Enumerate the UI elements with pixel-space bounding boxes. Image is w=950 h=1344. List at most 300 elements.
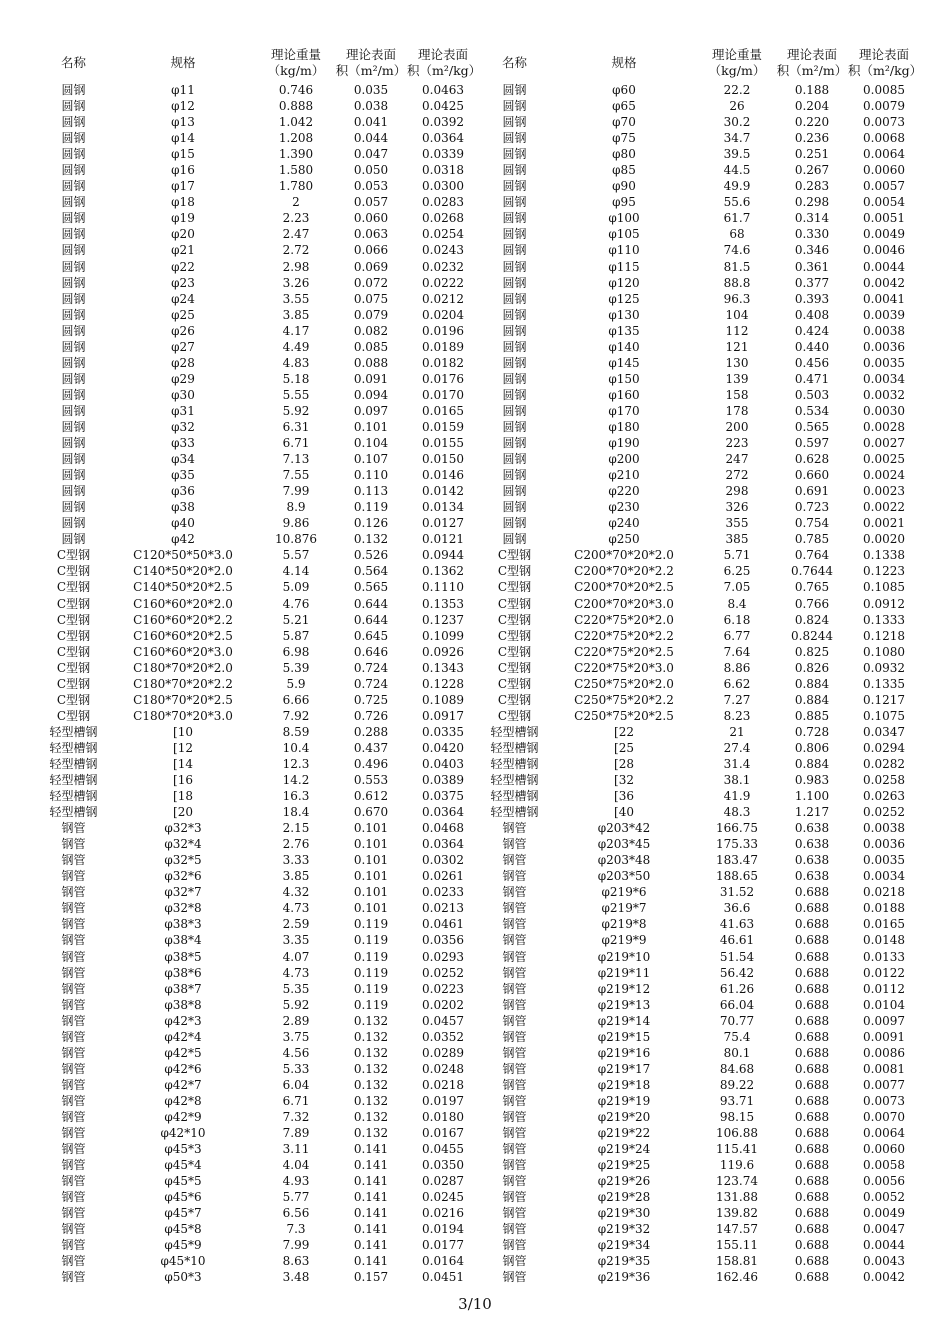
cell-area-per-kg-right: 0.0060 <box>863 163 905 178</box>
cell-name-right: 钢管 <box>502 1013 527 1028</box>
cell-weight-left: 4.17 <box>282 323 310 338</box>
cell-area-per-m-left: 0.288 <box>353 724 389 739</box>
cell-area-per-kg-right: 0.0034 <box>863 869 905 884</box>
table-row <box>38 403 920 419</box>
cell-name-right: 钢管 <box>502 1045 527 1060</box>
cell-name-right: 钢管 <box>502 965 527 980</box>
cell-weight-right: 49.9 <box>723 179 751 194</box>
cell-spec-left: φ42*8 <box>164 1093 202 1108</box>
cell-area-per-kg-right: 0.0047 <box>863 1222 905 1237</box>
cell-weight-right: 6.77 <box>723 628 751 643</box>
cell-weight-right: 6.18 <box>723 612 751 627</box>
cell-area-per-kg-left: 0.0461 <box>422 917 464 932</box>
cell-area-per-m-left: 0.644 <box>353 596 389 611</box>
cell-spec-right: φ219*12 <box>597 981 651 996</box>
cell-name-left: 钢管 <box>61 1093 86 1108</box>
cell-area-per-kg-left: 0.0127 <box>422 516 464 531</box>
table-row <box>38 820 920 836</box>
cell-spec-right: φ219*25 <box>597 1158 651 1173</box>
cell-area-per-m-left: 0.088 <box>353 355 389 370</box>
cell-name-right: 钢管 <box>502 1174 527 1189</box>
cell-area-per-kg-left: 0.0403 <box>422 756 464 771</box>
cell-name-right: C型钢 <box>497 596 532 611</box>
cell-weight-left: 10.4 <box>282 740 310 755</box>
cell-name-left: 钢管 <box>61 1174 86 1189</box>
table-row <box>38 355 920 371</box>
cell-spec-left: [12 <box>173 740 193 755</box>
cell-name-left: 圆钢 <box>61 259 86 274</box>
cell-area-per-kg-left: 0.0425 <box>422 99 464 114</box>
cell-spec-right: φ150 <box>608 371 640 386</box>
cell-area-per-kg-left: 0.0302 <box>422 853 464 868</box>
cell-spec-left: φ17 <box>171 179 195 194</box>
cell-spec-right: [22 <box>614 724 634 739</box>
cell-area-per-m-right: 0.688 <box>794 1126 830 1141</box>
cell-area-per-kg-right: 0.0056 <box>863 1174 905 1189</box>
cell-area-per-m-right: 0.688 <box>794 997 830 1012</box>
cell-area-per-kg-left: 0.0248 <box>422 1061 464 1076</box>
cell-area-per-m-right: 0.806 <box>794 740 830 755</box>
cell-weight-right: 75.4 <box>723 1029 751 1044</box>
cell-name-right: 圆钢 <box>502 147 527 162</box>
cell-weight-left: 1.390 <box>278 147 314 162</box>
cell-area-per-kg-left: 0.0213 <box>422 901 464 916</box>
cell-area-per-m-right: 0.298 <box>794 195 830 210</box>
cell-area-per-kg-left: 0.0463 <box>422 83 464 97</box>
cell-name-right: C型钢 <box>497 708 532 723</box>
cell-name-left: 钢管 <box>61 933 86 948</box>
cell-spec-left: [10 <box>173 724 193 739</box>
cell-area-per-m-right: 1.100 <box>794 789 830 804</box>
cell-area-per-m-left: 0.119 <box>353 917 389 932</box>
cell-area-per-kg-right: 0.0042 <box>863 1270 905 1285</box>
table-row <box>38 387 920 403</box>
cell-spec-right: [32 <box>614 773 634 788</box>
cell-area-per-kg-right: 0.0070 <box>863 1110 905 1124</box>
cell-weight-left: 7.55 <box>282 468 310 483</box>
cell-name-right: 圆钢 <box>502 291 527 306</box>
cell-spec-right: φ60 <box>612 83 636 97</box>
cell-weight-right: 106.88 <box>716 1126 758 1141</box>
cell-area-per-m-right: 0.8244 <box>791 628 833 643</box>
cell-spec-right: φ219*6 <box>601 885 647 900</box>
cell-area-per-kg-right: 0.0058 <box>863 1158 905 1173</box>
table-row <box>38 1269 920 1285</box>
cell-weight-right: 26 <box>729 99 745 114</box>
cell-name-left: C型钢 <box>56 644 91 659</box>
cell-spec-right: C220*75*20*2.0 <box>574 612 674 627</box>
table-row <box>38 259 920 275</box>
cell-area-per-m-left: 0.072 <box>353 275 389 290</box>
cell-weight-left: 7.99 <box>282 484 310 499</box>
cell-area-per-m-left: 0.113 <box>353 484 389 499</box>
cell-area-per-m-right: 0.688 <box>794 1190 830 1205</box>
cell-spec-left: φ40 <box>171 516 195 531</box>
cell-weight-left: 1.780 <box>278 179 314 194</box>
cell-area-per-m-left: 0.644 <box>353 612 389 627</box>
cell-spec-right: C220*75*20*2.2 <box>574 628 674 643</box>
cell-name-left: 圆钢 <box>61 468 86 483</box>
cell-spec-left: φ45*9 <box>164 1238 202 1253</box>
cell-name-left: 轻型槽钢 <box>49 773 98 788</box>
cell-name-right: 钢管 <box>502 1126 527 1141</box>
cell-area-per-kg-right: 0.0046 <box>863 243 905 258</box>
cell-area-per-kg-right: 0.0081 <box>863 1061 905 1076</box>
cell-spec-left: φ32*5 <box>164 853 202 868</box>
cell-area-per-m-left: 0.101 <box>353 837 389 852</box>
table-row <box>38 275 920 291</box>
cell-weight-left: 5.9 <box>286 676 306 691</box>
cell-weight-left: 0.746 <box>278 83 314 97</box>
table-row <box>38 579 920 595</box>
cell-area-per-kg-left: 0.0155 <box>422 436 464 451</box>
cell-area-per-kg-left: 0.0350 <box>422 1158 464 1173</box>
cell-name-left: 圆钢 <box>61 403 86 418</box>
cell-area-per-kg-right: 0.0038 <box>863 323 905 338</box>
cell-area-per-kg-left: 0.0392 <box>422 115 464 130</box>
cell-area-per-kg-left: 0.1110 <box>422 580 464 595</box>
cell-area-per-m-left: 0.141 <box>353 1238 389 1253</box>
cell-weight-right: 66.04 <box>719 997 755 1012</box>
table-row <box>38 323 920 339</box>
cell-area-per-m-right: 0.7644 <box>791 564 833 579</box>
cell-area-per-kg-left: 0.0159 <box>422 419 464 434</box>
cell-weight-right: 93.71 <box>719 1093 755 1108</box>
cell-name-right: 钢管 <box>502 1061 527 1076</box>
table-row <box>38 419 920 435</box>
cell-name-right: C型钢 <box>497 628 532 643</box>
cell-weight-left: 4.73 <box>282 965 310 980</box>
cell-area-per-kg-right: 0.0932 <box>863 660 905 675</box>
cell-area-per-kg-right: 0.0051 <box>863 211 905 226</box>
cell-area-per-m-left: 0.141 <box>353 1158 389 1173</box>
table-row <box>38 210 920 226</box>
cell-spec-left: φ42*10 <box>160 1126 206 1141</box>
cell-weight-left: 4.73 <box>282 901 310 916</box>
cell-weight-left: 4.56 <box>282 1045 310 1060</box>
cell-area-per-kg-left: 0.0182 <box>422 355 464 370</box>
table-row <box>38 1221 920 1237</box>
cell-spec-right: φ65 <box>612 99 636 114</box>
cell-weight-left: 5.92 <box>282 403 310 418</box>
table-row <box>38 1125 920 1141</box>
cell-name-right: 钢管 <box>502 917 527 932</box>
cell-weight-right: 44.5 <box>723 163 751 178</box>
cell-weight-left: 4.07 <box>282 949 310 964</box>
cell-area-per-m-left: 0.437 <box>353 740 389 755</box>
cell-name-left: 圆钢 <box>61 243 86 258</box>
cell-area-per-kg-left: 0.0223 <box>422 981 464 996</box>
cell-weight-left: 1.042 <box>278 115 314 130</box>
cell-area-per-kg-right: 0.0085 <box>863 83 905 97</box>
cell-weight-right: 8.23 <box>723 708 751 723</box>
cell-area-per-m-right: 0.236 <box>794 131 830 146</box>
cell-area-per-m-right: 0.565 <box>794 419 830 434</box>
cell-spec-right: C250*75*20*2.0 <box>574 676 674 691</box>
cell-area-per-kg-left: 0.0167 <box>422 1126 464 1141</box>
cell-area-per-kg-right: 0.0027 <box>863 436 905 451</box>
cell-area-per-m-left: 0.104 <box>353 436 389 451</box>
cell-name-right: 圆钢 <box>502 115 527 130</box>
cell-weight-right: 22.2 <box>723 83 751 97</box>
cell-name-left: 圆钢 <box>61 387 86 402</box>
cell-area-per-kg-right: 0.0112 <box>863 981 905 996</box>
cell-area-per-m-left: 0.496 <box>353 756 389 771</box>
cell-name-left: 圆钢 <box>61 147 86 162</box>
cell-spec-right: φ203*50 <box>597 869 651 884</box>
cell-spec-left: C160*60*20*2.0 <box>133 596 233 611</box>
cell-spec-left: φ42*9 <box>164 1110 202 1124</box>
cell-weight-left: 14.2 <box>282 773 310 788</box>
cell-weight-left: 7.92 <box>282 708 310 723</box>
cell-weight-left: 6.71 <box>282 1093 310 1108</box>
cell-area-per-m-right: 0.534 <box>794 403 830 418</box>
cell-spec-right: φ219*30 <box>597 1206 651 1221</box>
cell-weight-left: 5.92 <box>282 997 310 1012</box>
table-row <box>38 242 920 258</box>
cell-spec-right: [28 <box>614 756 634 771</box>
cell-area-per-m-left: 0.645 <box>353 628 389 643</box>
cell-name-right: 钢管 <box>502 837 527 852</box>
table-row <box>38 1093 920 1109</box>
cell-name-right: C型钢 <box>497 676 532 691</box>
table-row <box>38 82 920 98</box>
cell-area-per-kg-left: 0.0375 <box>422 789 464 804</box>
cell-area-per-m-right: 0.688 <box>794 1093 830 1108</box>
cell-spec-left: φ45*5 <box>164 1174 202 1189</box>
cell-weight-left: 2.23 <box>282 211 310 226</box>
cell-weight-right: 68 <box>729 227 745 242</box>
cell-name-right: 圆钢 <box>502 195 527 210</box>
cell-area-per-kg-left: 0.0204 <box>422 307 464 322</box>
cell-area-per-m-right: 0.884 <box>794 692 830 707</box>
cell-weight-right: 121 <box>725 339 749 354</box>
cell-area-per-kg-left: 0.1362 <box>422 564 464 579</box>
cell-area-per-m-right: 0.688 <box>794 901 830 916</box>
cell-weight-right: 139.82 <box>716 1206 758 1221</box>
cell-weight-left: 2.72 <box>282 243 310 258</box>
cell-area-per-m-left: 0.132 <box>353 1077 389 1092</box>
cell-area-per-kg-right: 0.0044 <box>863 1238 905 1253</box>
table-row <box>38 932 920 948</box>
cell-spec-left: φ24 <box>171 291 195 306</box>
cell-area-per-m-right: 0.688 <box>794 1206 830 1221</box>
table-row <box>38 1173 920 1189</box>
cell-area-per-kg-left: 0.0451 <box>422 1270 464 1285</box>
cell-name-right: 钢管 <box>502 821 527 836</box>
cell-area-per-kg-right: 0.0133 <box>863 949 905 964</box>
cell-weight-right: 74.6 <box>723 243 751 258</box>
cell-spec-right: φ145 <box>608 355 640 370</box>
cell-spec-right: φ219*28 <box>597 1190 651 1205</box>
cell-name-right: 圆钢 <box>502 307 527 322</box>
cell-weight-left: 7.32 <box>282 1110 310 1124</box>
table-row <box>38 1013 920 1029</box>
cell-area-per-m-right: 0.688 <box>794 1077 830 1092</box>
cell-area-per-m-left: 0.035 <box>353 83 389 97</box>
table-row <box>38 178 920 194</box>
table-row <box>38 515 920 531</box>
cell-area-per-m-right: 0.283 <box>794 179 830 194</box>
cell-name-right: 钢管 <box>502 1110 527 1124</box>
cell-weight-left: 5.55 <box>282 387 310 402</box>
cell-area-per-m-left: 0.141 <box>353 1222 389 1237</box>
cell-weight-right: 84.68 <box>719 1061 755 1076</box>
cell-area-per-kg-right: 0.1217 <box>863 692 905 707</box>
cell-name-left: 钢管 <box>61 1206 86 1221</box>
cell-name-left: 圆钢 <box>61 227 86 242</box>
cell-spec-right: φ219*32 <box>597 1222 651 1237</box>
cell-name-left: 钢管 <box>61 1045 86 1060</box>
cell-area-per-kg-right: 0.0188 <box>863 901 905 916</box>
cell-spec-right: φ75 <box>612 131 636 146</box>
cell-area-per-m-right: 0.688 <box>794 1222 830 1237</box>
table-row <box>38 981 920 997</box>
cell-weight-left: 6.98 <box>282 644 310 659</box>
cell-weight-left: 6.66 <box>282 692 310 707</box>
cell-spec-right: C250*75*20*2.2 <box>574 692 674 707</box>
cell-area-per-m-right: 0.408 <box>794 307 830 322</box>
cell-name-left: 钢管 <box>61 1077 86 1092</box>
cell-weight-right: 200 <box>725 419 749 434</box>
cell-area-per-m-left: 0.132 <box>353 1013 389 1028</box>
cell-area-per-m-left: 0.082 <box>353 323 389 338</box>
cell-spec-right: [40 <box>614 805 634 820</box>
cell-name-left: 钢管 <box>61 1110 86 1124</box>
cell-spec-left: φ31 <box>171 403 195 418</box>
cell-name-left: C型钢 <box>56 596 91 611</box>
cell-name-left: C型钢 <box>56 548 91 563</box>
cell-area-per-kg-left: 0.0252 <box>422 965 464 980</box>
cell-area-per-kg-right: 0.0064 <box>863 1126 905 1141</box>
cell-name-left: 钢管 <box>61 1190 86 1205</box>
cell-area-per-m-right: 0.688 <box>794 885 830 900</box>
cell-area-per-m-right: 0.204 <box>794 99 830 114</box>
cell-weight-left: 3.26 <box>282 275 310 290</box>
cell-area-per-m-left: 0.053 <box>353 179 389 194</box>
cell-area-per-kg-left: 0.1099 <box>422 628 464 643</box>
cell-area-per-m-left: 0.119 <box>353 933 389 948</box>
cell-area-per-kg-right: 0.0165 <box>863 917 905 932</box>
cell-spec-left: C180*70*20*3.0 <box>133 708 233 723</box>
cell-weight-left: 7.13 <box>282 452 310 467</box>
table-row <box>38 226 920 242</box>
cell-name-right: 钢管 <box>502 981 527 996</box>
cell-weight-right: 123.74 <box>716 1174 758 1189</box>
cell-area-per-m-right: 0.688 <box>794 1013 830 1028</box>
cell-name-right: 轻型槽钢 <box>490 773 539 788</box>
cell-spec-left: φ32*7 <box>164 885 202 900</box>
cell-spec-left: φ32 <box>171 419 195 434</box>
cell-area-per-m-left: 0.141 <box>353 1190 389 1205</box>
table-row <box>38 339 920 355</box>
cell-spec-right: φ219*34 <box>597 1238 651 1253</box>
cell-spec-right: φ140 <box>608 339 640 354</box>
cell-area-per-kg-right: 0.0057 <box>863 179 905 194</box>
cell-area-per-m-left: 0.101 <box>353 419 389 434</box>
cell-weight-left: 2 <box>292 195 300 210</box>
cell-area-per-kg-left: 0.0197 <box>422 1093 464 1108</box>
cell-weight-left: 3.75 <box>282 1029 310 1044</box>
cell-area-per-m-right: 0.688 <box>794 981 830 996</box>
cell-weight-left: 7.99 <box>282 1238 310 1253</box>
cell-area-per-m-left: 0.079 <box>353 307 389 322</box>
cell-weight-left: 6.31 <box>282 419 310 434</box>
cell-area-per-m-left: 0.094 <box>353 387 389 402</box>
table-row <box>38 836 920 852</box>
cell-spec-right: φ219*15 <box>597 1029 651 1044</box>
cell-area-per-m-left: 0.132 <box>353 1061 389 1076</box>
cell-area-per-kg-right: 0.0028 <box>863 419 905 434</box>
cell-area-per-kg-left: 0.0293 <box>422 949 464 964</box>
cell-area-per-m-right: 0.471 <box>794 371 830 386</box>
cell-area-per-kg-right: 0.0023 <box>863 484 905 499</box>
cell-weight-right: 175.33 <box>716 837 758 852</box>
cell-area-per-m-right: 0.346 <box>794 243 830 258</box>
cell-spec-left: φ28 <box>171 355 195 370</box>
cell-weight-left: 4.14 <box>282 564 310 579</box>
cell-name-right: C型钢 <box>497 580 532 595</box>
cell-area-per-m-left: 0.107 <box>353 452 389 467</box>
cell-area-per-kg-right: 0.0252 <box>863 805 905 820</box>
cell-name-right: 圆钢 <box>502 500 527 515</box>
cell-area-per-kg-right: 0.0032 <box>863 387 905 402</box>
cell-area-per-kg-right: 0.0064 <box>863 147 905 162</box>
cell-spec-right: φ219*17 <box>597 1061 651 1076</box>
cell-name-right: 圆钢 <box>502 532 527 547</box>
cell-area-per-kg-right: 0.0068 <box>863 131 905 146</box>
cell-area-per-kg-left: 0.0300 <box>422 179 464 194</box>
cell-area-per-kg-right: 0.0035 <box>863 355 905 370</box>
cell-weight-left: 9.86 <box>282 516 310 531</box>
cell-weight-right: 104 <box>725 307 749 322</box>
cell-weight-left: 4.93 <box>282 1174 310 1189</box>
cell-spec-left: C180*70*20*2.5 <box>133 692 233 707</box>
cell-weight-right: 38.1 <box>723 773 751 788</box>
cell-area-per-m-right: 0.660 <box>794 468 830 483</box>
table-row <box>38 98 920 114</box>
cell-weight-left: 0.888 <box>278 99 314 114</box>
cell-name-right: 圆钢 <box>502 452 527 467</box>
cell-area-per-kg-right: 0.0258 <box>863 773 905 788</box>
table-row <box>38 371 920 387</box>
cell-area-per-m-right: 0.393 <box>794 291 830 306</box>
cell-area-per-m-right: 0.688 <box>794 1158 830 1173</box>
cell-spec-right: φ180 <box>608 419 640 434</box>
cell-name-right: 钢管 <box>502 853 527 868</box>
cell-weight-right: 158 <box>725 387 749 402</box>
cell-weight-left: 2.15 <box>282 821 310 836</box>
cell-spec-right: φ210 <box>608 468 640 483</box>
cell-weight-right: 131.88 <box>716 1190 758 1205</box>
cell-spec-right: φ80 <box>612 147 636 162</box>
cell-spec-left: φ14 <box>171 131 195 146</box>
cell-weight-right: 162.46 <box>716 1270 758 1285</box>
cell-name-right: 钢管 <box>502 869 527 884</box>
cell-spec-left: C160*60*20*2.5 <box>133 628 233 643</box>
cell-weight-right: 30.2 <box>723 115 751 130</box>
cell-spec-right: C200*70*20*2.5 <box>574 580 674 595</box>
cell-area-per-m-right: 0.688 <box>794 1174 830 1189</box>
cell-spec-left: φ32*3 <box>164 821 202 836</box>
header-area-per-m-right: 理论表面 积（m²/m） <box>776 47 848 78</box>
cell-name-right: 钢管 <box>502 933 527 948</box>
cell-name-left: C型钢 <box>56 708 91 723</box>
cell-spec-right: φ219*10 <box>597 949 651 964</box>
header-spec-right: 规格 <box>611 55 637 70</box>
cell-area-per-kg-right: 0.0036 <box>863 339 905 354</box>
cell-weight-right: 41.63 <box>719 917 755 932</box>
